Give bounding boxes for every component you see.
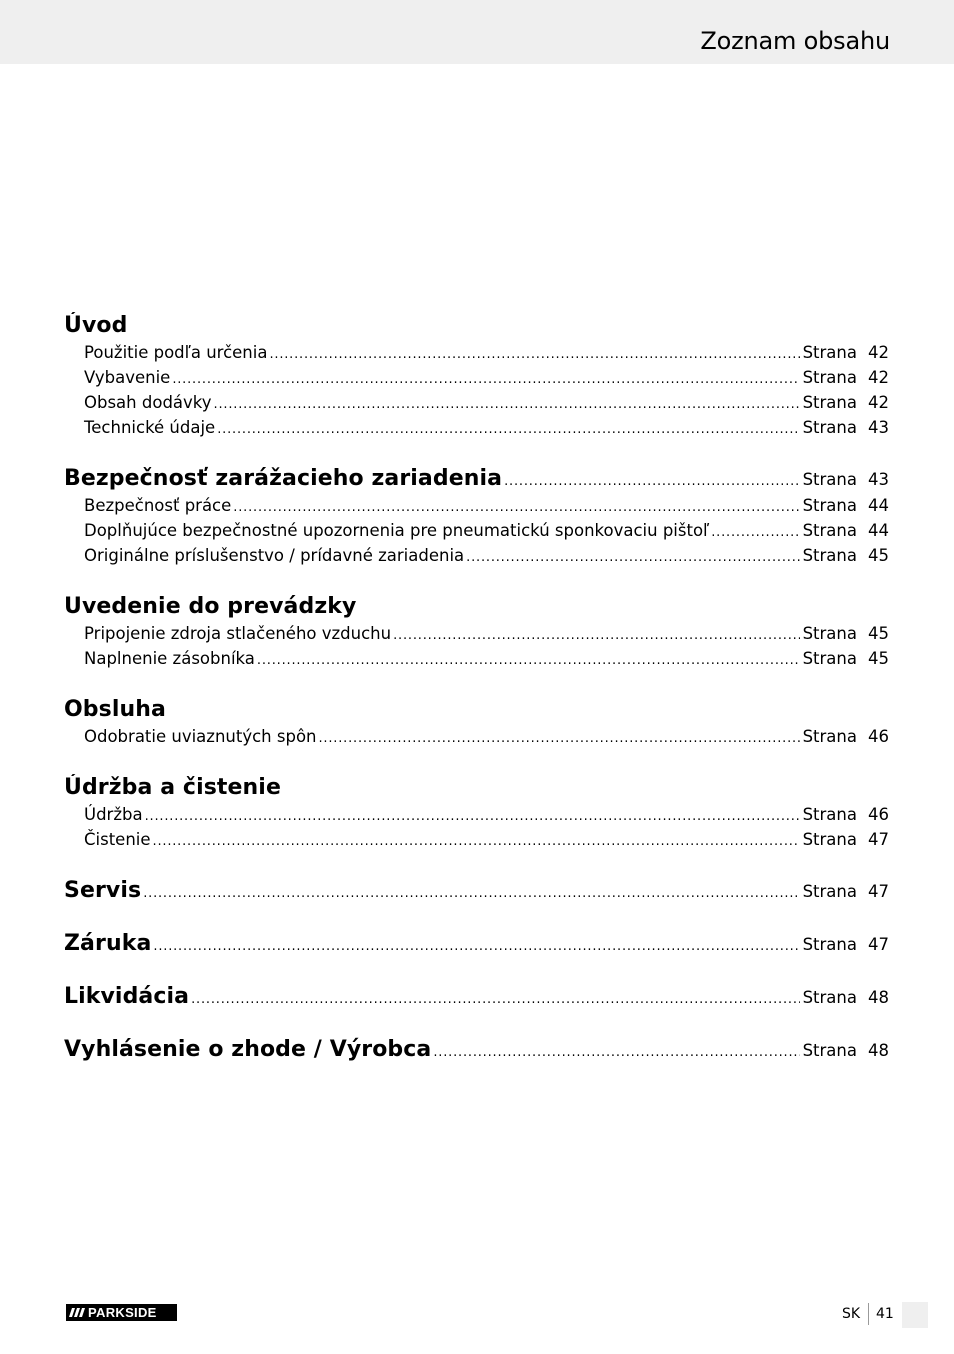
dot-leader [217,417,799,440]
logo-text: PARKSIDE [88,1305,157,1320]
page-ref: 47 [868,935,889,954]
dot-leader [257,648,800,671]
dot-leader [233,495,799,518]
toc-heading: Obsluha [64,697,166,722]
toc-section [64,774,889,852]
toc-entry [64,543,889,568]
toc-entry-label: Originálne príslušenstvo / prídavné zariadenia [84,546,465,565]
toc-heading-row [64,983,889,1011]
page-ref: 47 [868,882,889,901]
toc-heading-row [64,930,889,958]
page-ref: 45 [868,624,889,643]
dot-leader [466,545,799,568]
strana-label: Strana [802,368,857,387]
logo-stripes-icon [66,1304,86,1321]
toc-entry-label: Vybavenie [84,368,171,387]
toc-section [64,983,889,1011]
dot-leader [393,623,799,646]
strana-label: Strana [802,343,857,362]
toc-heading: Servis [64,878,142,903]
toc-heading-row [64,696,889,724]
page-ref: 46 [868,727,889,746]
toc-heading-row [64,1036,889,1064]
strana-label: Strana [802,393,857,412]
dot-leader [269,342,799,365]
toc-section [64,593,889,671]
page-ref: 42 [868,368,889,387]
toc-entry [64,646,889,671]
dot-leader [143,880,799,905]
page-ref: 47 [868,830,889,849]
toc-entry [64,724,889,749]
strana-label: Strana [802,649,857,668]
strana-label: Strana [802,830,857,849]
page-number: 41 [876,1306,894,1322]
toc-section [64,465,889,568]
page-ref: 48 [868,1041,889,1060]
strana-label: Strana [802,521,857,540]
dot-leader [504,468,799,493]
header-bar [0,0,954,64]
toc-entry-label: Technické údaje [84,418,216,437]
page-ref: 44 [868,521,889,540]
toc-section [64,312,889,440]
page-ref: 48 [868,988,889,1007]
toc-heading: Likvidácia [64,984,190,1009]
toc-heading-row [64,465,889,493]
toc-heading-row [64,312,889,340]
strana-label: Strana [802,882,857,901]
toc-entry [64,340,889,365]
toc-entry-label: Čistenie [84,830,151,849]
strana-label: Strana [802,935,857,954]
page-ref: 42 [868,343,889,362]
toc-entry-label: Bezpečnosť práce [84,496,232,515]
dot-leader [214,392,800,415]
toc-entry-label: Obsah dodávky [84,393,212,412]
toc-entry [64,827,889,852]
dot-leader [433,1039,799,1064]
toc-heading: Údržba a čistenie [64,775,281,800]
toc-heading: Záruka [64,931,152,956]
toc-entry [64,621,889,646]
dot-leader [191,986,799,1011]
dot-leader [319,726,800,749]
toc-entry [64,802,889,827]
toc-heading: Uvedenie do prevádzky [64,594,357,619]
toc-entry-label: Pripojenie zdroja stlačeného vzduchu [84,624,392,643]
page-ref: 43 [868,418,889,437]
toc-entry-label: Odobratie uviaznutých spôn [84,727,317,746]
toc-heading: Úvod [64,313,128,338]
toc-heading-row [64,593,889,621]
page-ref: 44 [868,496,889,515]
strana-label: Strana [802,1041,857,1060]
toc-entry [64,390,889,415]
toc-entry [64,365,889,390]
strana-label: Strana [802,727,857,746]
footer-box [902,1302,928,1328]
toc-heading-row [64,877,889,905]
toc-section [64,877,889,905]
dot-leader [153,933,799,958]
toc-heading-row [64,774,889,802]
footer-divider [868,1303,869,1325]
strana-label: Strana [802,496,857,515]
toc-entry-label: Naplnenie zásobníka [84,649,255,668]
strana-label: Strana [802,624,857,643]
toc-heading: Bezpečnosť zarážacieho zariadenia [64,466,503,491]
toc-entry-label: Doplňujúce bezpečnostné upozornenia pre pneumatickú sponkovaciu pištoľ [84,521,710,540]
strana-label: Strana [802,805,857,824]
toc-section [64,696,889,749]
dot-leader [153,829,800,852]
dot-leader [711,520,799,543]
toc-section [64,930,889,958]
table-of-contents [64,312,889,1089]
dot-leader [172,367,799,390]
language-code: SK [842,1306,861,1322]
toc-entry [64,493,889,518]
toc-heading: Vyhlásenie o zhode / Výrobca [64,1037,432,1062]
strana-label: Strana [802,546,857,565]
page-ref: 46 [868,805,889,824]
page-ref: 42 [868,393,889,412]
strana-label: Strana [802,988,857,1007]
page-ref: 45 [868,649,889,668]
toc-entry [64,518,889,543]
strana-label: Strana [802,418,857,437]
page-title: Zoznam obsahu [700,27,890,55]
page-ref: 43 [868,470,889,489]
toc-entry-label: Použitie podľa určenia [84,343,268,362]
toc-entry-label: Údržba [84,805,143,824]
strana-label: Strana [802,470,857,489]
page-ref: 45 [868,546,889,565]
toc-section [64,1036,889,1064]
dot-leader [145,804,800,827]
toc-entry [64,415,889,440]
parkside-logo [66,1304,177,1321]
